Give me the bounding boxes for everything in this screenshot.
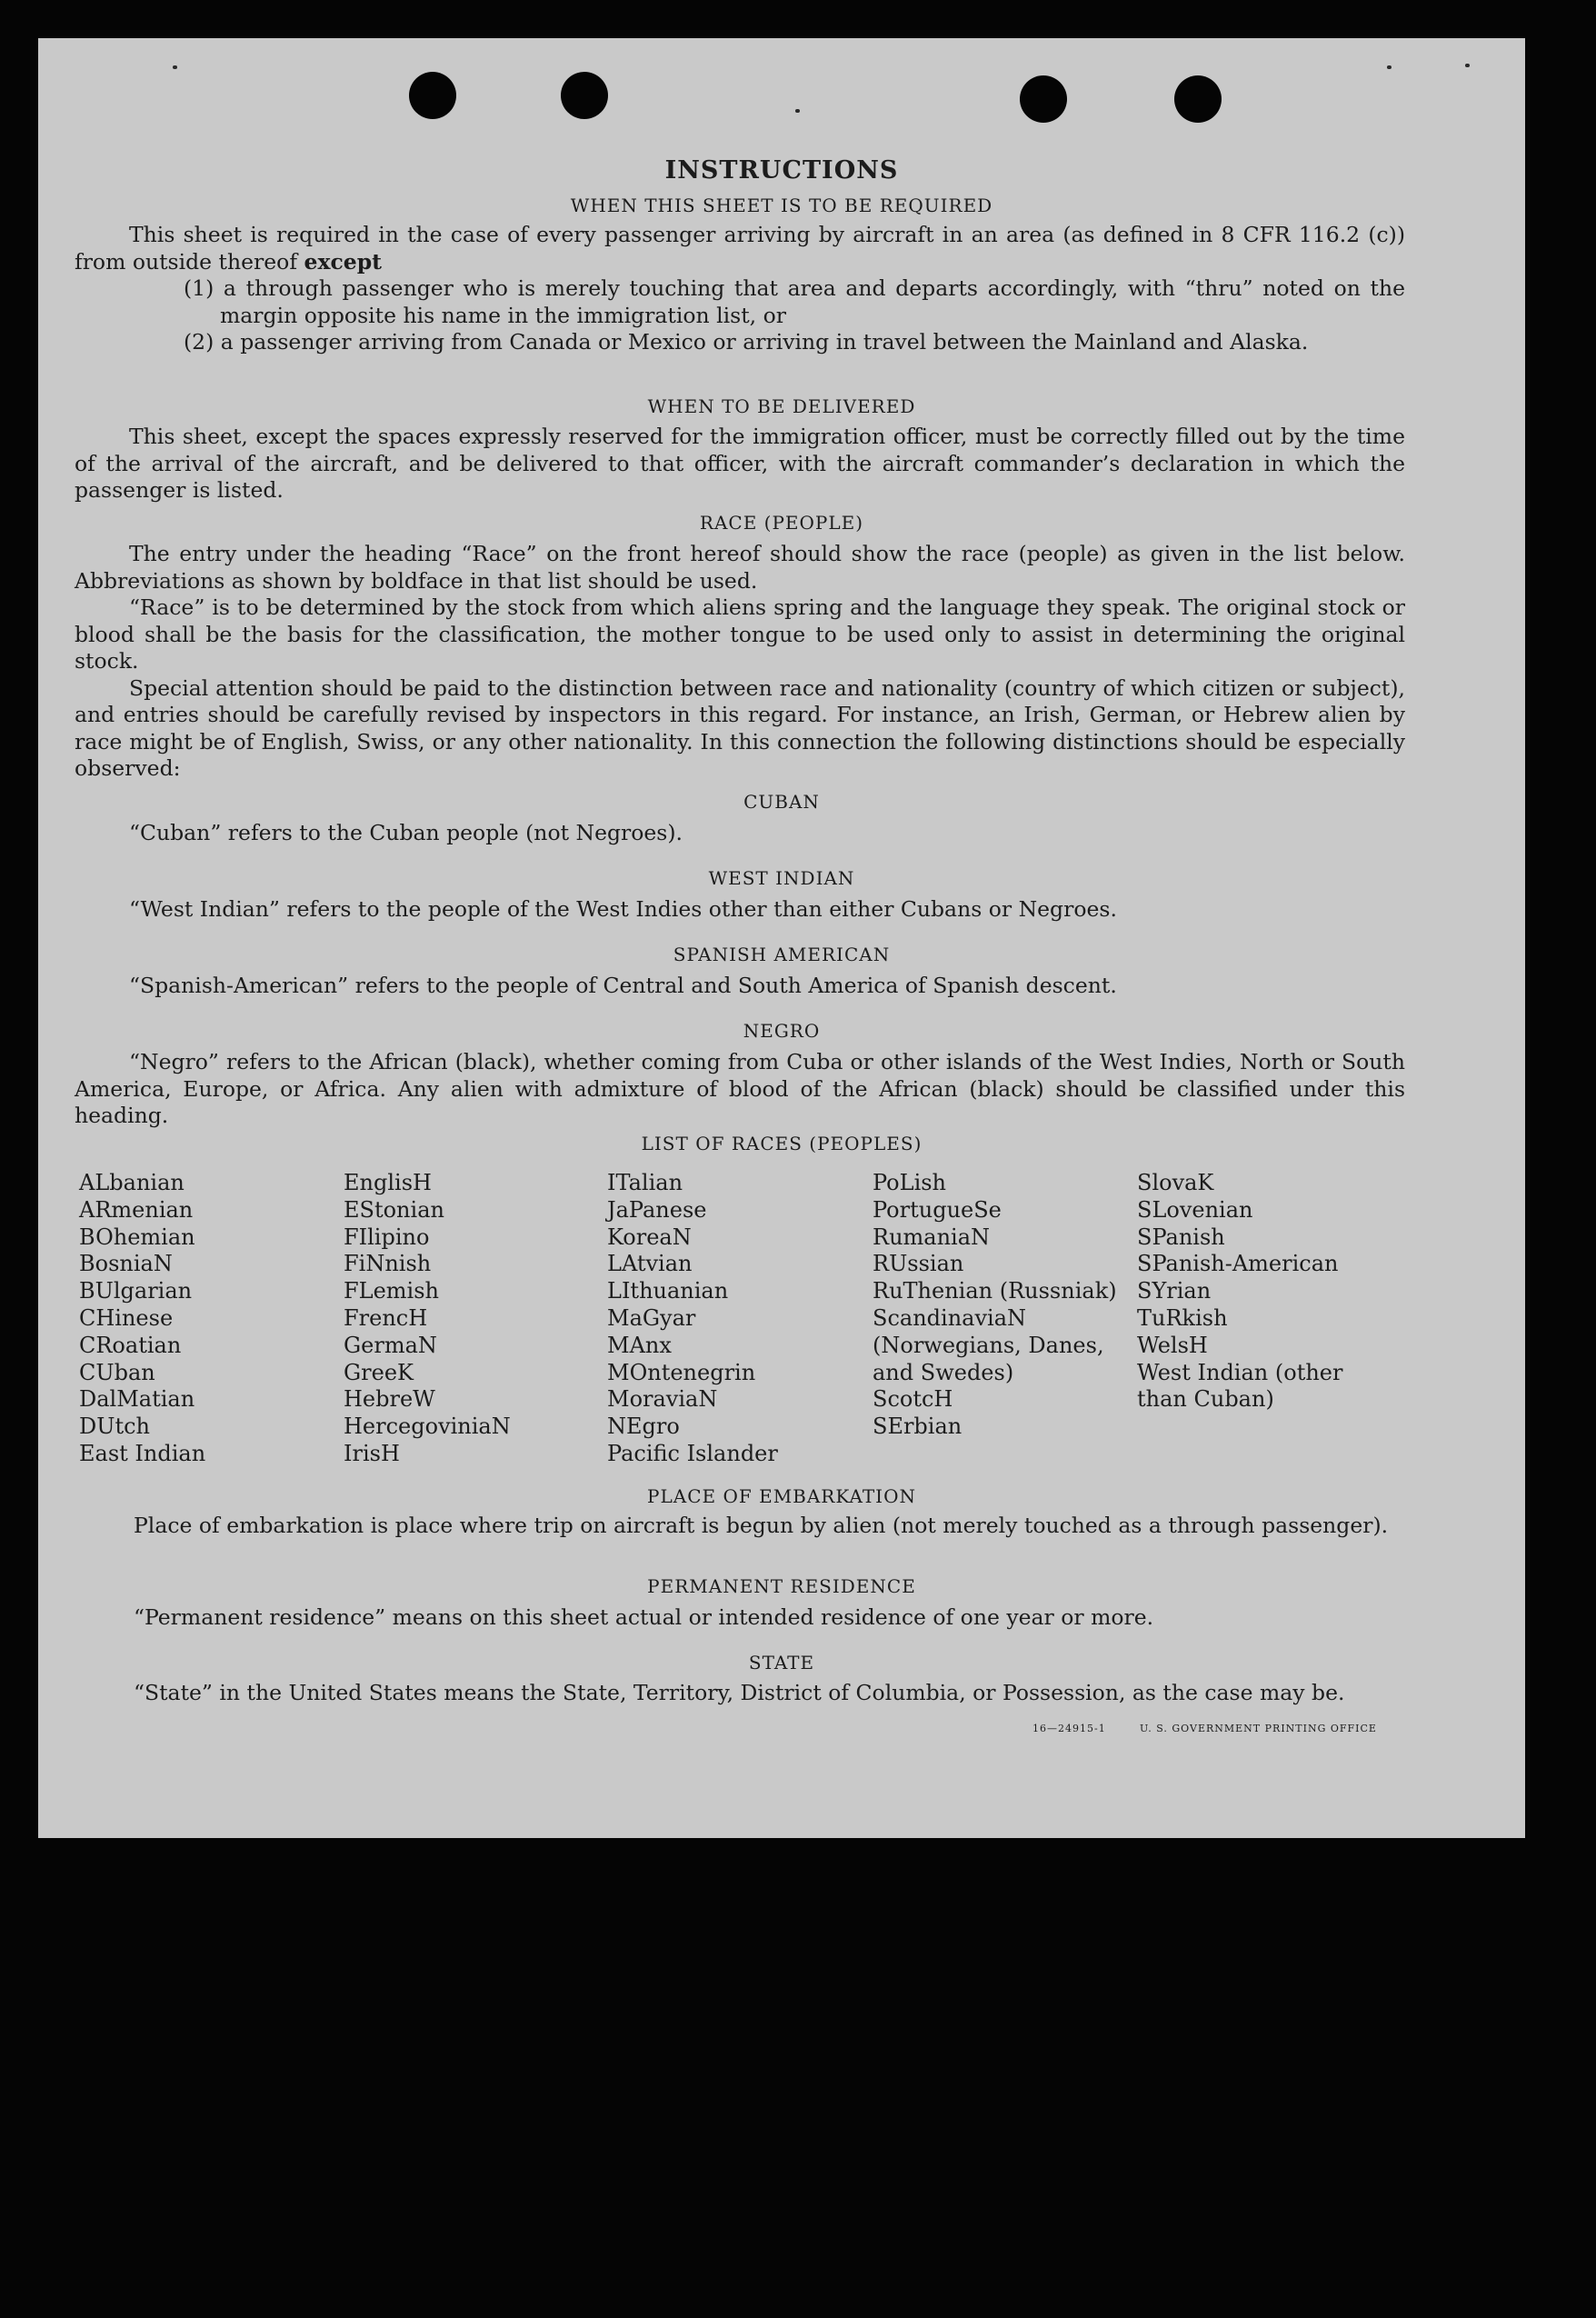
race-list-column-2 — [344, 1170, 589, 1468]
race-item: MaGyar — [607, 1304, 696, 1331]
state-section — [79, 1680, 1411, 1707]
race-item: SYrian — [1137, 1278, 1212, 1304]
race-item: BosniaN — [79, 1251, 173, 1277]
speck — [795, 109, 800, 113]
race-item: HercegoviniaN — [344, 1414, 511, 1440]
race-item: FiNnish — [344, 1251, 432, 1277]
race-item: BOhemian — [79, 1224, 195, 1250]
race-item: SLovenian — [1137, 1196, 1253, 1223]
west-indian-heading: WEST INDIAN — [708, 867, 855, 889]
race-item: SPanish — [1137, 1224, 1225, 1250]
race-list-column-4 — [873, 1170, 1118, 1441]
race-item: SErbian — [873, 1414, 963, 1440]
race-item: IrisH — [344, 1440, 400, 1466]
state-heading: STATE — [748, 1652, 815, 1674]
required-text: This sheet is required in the case of every passenger arriving by aircraft in an area (as defined in 8 CFR 116.2 (c)) from outside thereof — [75, 222, 1405, 275]
race-item: EnglisH — [344, 1170, 432, 1195]
race-paragraph-3: Special attention should be paid to the distinction between race and nationality (country of which citizen or subject), and entries should be carefully revised by inspectors in this regard. For instance, an Irish, German, or Hebrew alien by race might be of English, Swiss, or any other nationality. In this connection the following distinctions should be especially observed: — [75, 674, 1405, 781]
punch-hole — [1174, 75, 1222, 123]
negro-heading: NEGRO — [743, 1020, 821, 1042]
race-item: East Indian — [79, 1440, 206, 1466]
section-race — [75, 541, 1405, 783]
race-item: NEgro — [607, 1414, 680, 1440]
page-title: INSTRUCTIONS — [664, 156, 899, 185]
race-item: DalMatian — [79, 1386, 195, 1413]
race-item: ScotcH — [873, 1386, 953, 1413]
race-paragraph-2: “Race” is to be determined by the stock from which aliens spring and the language they speak. The original stock or blood shall be the basis for the classification, the mother tongue to be used only to assist in determining the original stock. — [75, 594, 1405, 674]
document-sheet — [38, 38, 1525, 1838]
race-item: BUlgarian — [79, 1278, 193, 1304]
race-item: SPanish-American — [1137, 1251, 1339, 1277]
race-item: CHinese — [79, 1304, 174, 1331]
race-item: FIlipino — [344, 1224, 430, 1250]
embarkation-heading: PLACE OF EMBARKATION — [647, 1485, 916, 1507]
spanish-american-heading: SPANISH AMERICAN — [673, 944, 891, 965]
residence-text: “Permanent residence” means on this sheet actual or intended residence of one year or more. — [134, 1604, 1154, 1630]
race-item: ALbanian — [79, 1170, 185, 1195]
race-item: GreeK — [344, 1359, 414, 1385]
race-list-column-3 — [607, 1170, 880, 1468]
race-item: FrencH — [344, 1304, 428, 1331]
race-item: EStonian — [344, 1196, 444, 1223]
form-number: 16—24915-1 — [1032, 1723, 1106, 1734]
race-item: CRoatian — [79, 1332, 182, 1358]
spanish-american-text: “Spanish-American” refers to the people of Central and South America of Spanish descent. — [129, 973, 1117, 998]
race-item: MAnx — [607, 1332, 672, 1358]
section-required — [75, 222, 1405, 356]
speck — [1465, 64, 1470, 67]
delivered-text: This sheet, except the spaces expressly reserved for the immigration officer, must be correctly filled out by the time of the arrival of the aircraft, and be delivered to that officer, with the aircraft commander’s declaration in which the passenger is listed. — [75, 424, 1405, 503]
race-item: SlovaK — [1137, 1170, 1214, 1195]
section-heading-race: RACE (PEOPLE) — [699, 512, 864, 534]
negro-section — [75, 1049, 1405, 1130]
race-item: West Indian (other than Cuban) — [1137, 1359, 1343, 1413]
race-item: RuThenian (Russniak) — [873, 1278, 1117, 1304]
punch-hole — [561, 72, 608, 119]
race-item: WelsH — [1137, 1332, 1208, 1358]
race-item: ITalian — [607, 1170, 683, 1195]
race-item: MoraviaN — [607, 1386, 718, 1413]
state-text: “State” in the United States means the State, Territory, District of Columbia, or Possession, as the case may be. — [134, 1680, 1345, 1705]
speck — [173, 65, 177, 69]
race-item: FLemish — [344, 1278, 439, 1304]
race-item: DUtch — [79, 1414, 151, 1440]
race-item: RUssian — [873, 1251, 964, 1277]
cuban-heading: CUBAN — [743, 791, 820, 813]
race-item: LAtvian — [607, 1251, 693, 1277]
punch-hole — [1020, 75, 1067, 123]
section-delivered — [75, 424, 1405, 505]
race-list-column-5 — [1137, 1170, 1378, 1414]
race-item: Pacific Islander — [607, 1440, 778, 1466]
section-heading-required: WHEN THIS SHEET IS TO BE REQUIRED — [570, 195, 993, 216]
race-item: PortugueSe — [873, 1196, 1002, 1223]
race-item: MOntenegrin — [607, 1359, 756, 1385]
required-item-1: (1) a through passenger who is merely touching that area and departs accordingly, with “thru” noted on the margin opposite his name in the immigration list, or — [184, 275, 1405, 328]
punch-hole — [409, 72, 456, 119]
speck — [1387, 65, 1392, 69]
race-item: TuRkish — [1137, 1304, 1228, 1331]
race-item: RumaniaN — [873, 1224, 991, 1250]
section-heading-delivered: WHEN TO BE DELIVERED — [647, 395, 916, 417]
race-item: KoreaN — [607, 1224, 692, 1250]
race-item: HebreW — [344, 1386, 435, 1413]
embarkation-section — [79, 1513, 1411, 1540]
printer-imprint: U. S. GOVERNMENT PRINTING OFFICE — [1140, 1723, 1377, 1734]
race-item: CUban — [79, 1359, 155, 1385]
race-item: ScandinaviaN (Norwegians, Danes, and Swedes) — [873, 1304, 1104, 1385]
cuban-text: “Cuban” refers to the Cuban people (not Negroes). — [129, 820, 683, 845]
race-item: PoLish — [873, 1170, 947, 1195]
negro-text: “Negro” refers to the African (black), whether coming from Cuba or other islands of the West Indies, North or South America, Europe, or Africa. Any alien with admixture of blood of the African (black) should be classified under this heading. — [75, 1049, 1405, 1128]
required-item-2: (2) a passenger arriving from Canada or Mexico or arriving in travel between the Mainland and Alaska. — [184, 329, 1309, 355]
embarkation-text: Place of embarkation is place where trip on aircraft is begun by alien (not merely touched as a through passenger). — [134, 1513, 1389, 1538]
race-list-heading: LIST OF RACES (PEOPLES) — [641, 1133, 923, 1154]
residence-heading: PERMANENT RESIDENCE — [647, 1575, 916, 1597]
race-item: LIthuanian — [607, 1278, 729, 1304]
race-item: JaPanese — [607, 1196, 707, 1223]
race-paragraph-1: The entry under the heading “Race” on the front hereof should show the race (people) as given in the list below. Abbreviations as shown by boldface in that list should be used. — [75, 541, 1405, 594]
race-item: ARmenian — [79, 1196, 194, 1223]
required-except: except — [304, 248, 383, 275]
west-indian-text: “West Indian” refers to the people of the West Indies other than either Cubans or Negroes. — [129, 896, 1117, 922]
race-list-column-1 — [79, 1170, 324, 1468]
race-item: GermaN — [344, 1332, 437, 1358]
